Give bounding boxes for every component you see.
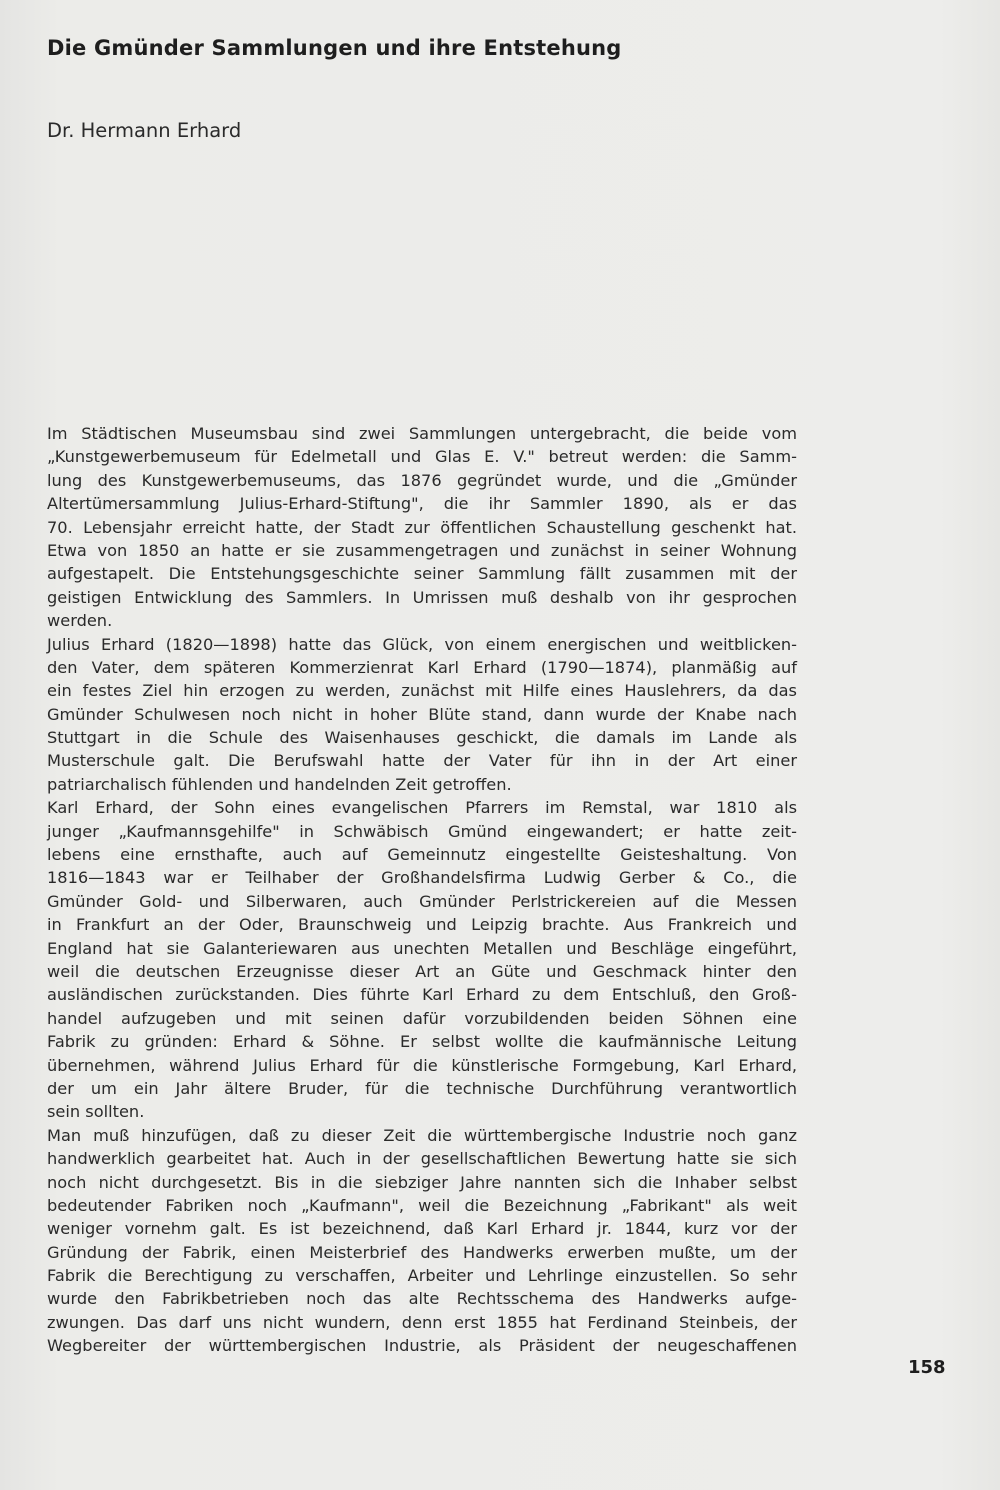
text-line: in Frankfurt an der Oder, Braunschweig und Leipzig brachte. Aus Frankreich und [47,915,797,935]
text-line: der um ein Jahr ältere Bruder, für die technische Durchführung verantwortlich [47,1078,797,1098]
text-line: Fabrik zu gründen: Erhard & Söhne. Er selbst wollte die kaufmännische Leitung [47,1032,797,1052]
text-line: lung des Kunstgewerbemuseums, das 1876 gegründet wurde, und die „Gmünder [47,470,797,490]
text-line: lebens eine ernsthafte, auch auf Gemeinnutz eingestellte Geisteshaltung. Von [47,845,797,865]
text-line: Gmünder Gold- und Silberwaren, auch Gmünder Perlstrickereien auf die Messen [47,891,797,911]
text-line: noch nicht durchgesetzt. Bis in die siebziger Jahre nannten sich die Inhaber selbst [47,1172,797,1192]
text-line: 1816—1843 war er Teilhaber der Großhandelsfirma Ludwig Gerber & Co., die [47,868,797,888]
text-line: Julius Erhard (1820—1898) hatte das Glück, von einem energischen und weitblicken- [47,634,797,654]
text-line: junger „Kaufmannsgehilfe" in Schwäbisch Gmünd eingewandert; er hatte zeit- [47,821,797,841]
article-author: Dr. Hermann Erhard [47,119,242,142]
text-line: patriarchalisch fühlenden und handelnden Zeit getroffen. [47,774,512,794]
text-line: übernehmen, während Julius Erhard für die künstlerische Formgebung, Karl Erhard, [47,1055,797,1075]
text-line: Im Städtischen Museumsbau sind zwei Sammlungen untergebracht, die beide vom [47,424,797,443]
text-line: Gründung der Fabrik, einen Meisterbrief des Handwerks erwerben mußte, um der [47,1242,797,1262]
text-line: werden. [47,611,113,631]
text-line: 70. Lebensjahr erreicht hatte, der Stadt zur öffentlichen Schaustellung geschenkt hat. [47,517,797,537]
article-body [47,422,797,1358]
text-line: bedeutender Fabriken noch „Kaufmann", weil die Bezeichnung „Fabrikant" als weit [47,1195,797,1215]
text-line: sein sollten. [47,1102,145,1122]
text-line: geistigen Entwicklung des Sammlers. In Umrissen muß deshalb von ihr gesprochen [47,587,797,607]
text-line: zwungen. Das darf uns nicht wundern, denn erst 1855 hat Ferdinand Steinbeis, der [47,1312,797,1332]
text-line: wurde den Fabrikbetrieben noch das alte Rechtsschema des Handwerks aufge- [47,1289,797,1309]
article-title: Die Gmünder Sammlungen und ihre Entstehung [47,36,622,60]
text-line: Altertümersammlung Julius-Erhard-Stiftung", die ihr Sammler 1890, als er das [47,494,797,514]
text-line: Gmünder Schulwesen noch nicht in hoher Blüte stand, dann wurde der Knabe nach [47,704,797,724]
text-line: Man muß hinzufügen, daß zu dieser Zeit die württembergische Industrie noch ganz [47,1125,797,1145]
text-line: Wegbereiter der württembergischen Industrie, als Präsident der neugeschaffenen [47,1336,797,1356]
text-line: Etwa von 1850 an hatte er sie zusammengetragen und zunächst in seiner Wohnung [47,540,797,560]
text-line: ausländischen zurückstanden. Dies führte Karl Erhard zu dem Entschluß, den Groß- [47,985,797,1005]
text-line: ein festes Ziel hin erzogen zu werden, zunächst mit Hilfe eines Hauslehrers, da das [47,681,797,701]
text-line: Karl Erhard, der Sohn eines evangelischen Pfarrers im Remstal, war 1810 als [47,798,798,818]
text-line: handwerklich gearbeitet hat. Auch in der gesellschaftlichen Bewertung hatte sie sich [47,1149,797,1169]
text-line: weniger vornehm galt. Es ist bezeichnend, daß Karl Erhard jr. 1844, kurz vor der [47,1219,797,1239]
page-number: 158 [908,1357,946,1378]
text-line: aufgestapelt. Die Entstehungsgeschichte seiner Sammlung fällt zusammen mit der [47,564,797,584]
text-line: den Vater, dem späteren Kommerzienrat Karl Erhard (1790—1874), planmäßig auf [47,657,797,677]
text-line: Stuttgart in die Schule des Waisenhauses geschickt, die damals im Lande als [47,728,797,748]
text-line: weil die deutschen Erzeugnisse dieser Art an Güte und Geschmack hinter den [47,961,797,981]
text-line: handel aufzugeben und mit seinen dafür vorzubildenden beiden Söhnen eine [47,1008,797,1028]
text-line: England hat sie Galanteriewaren aus unechten Metallen und Beschläge eingeführt, [47,938,797,958]
text-line: Fabrik die Berechtigung zu verschaffen, Arbeiter und Lehrlinge einzustellen. So sehr [47,1266,797,1286]
text-line: Musterschule galt. Die Berufswahl hatte der Vater für ihn in der Art einer [47,751,797,771]
text-line: „Kunstgewerbemuseum für Edelmetall und Glas E. V." betreut werden: die Samm- [47,447,797,467]
